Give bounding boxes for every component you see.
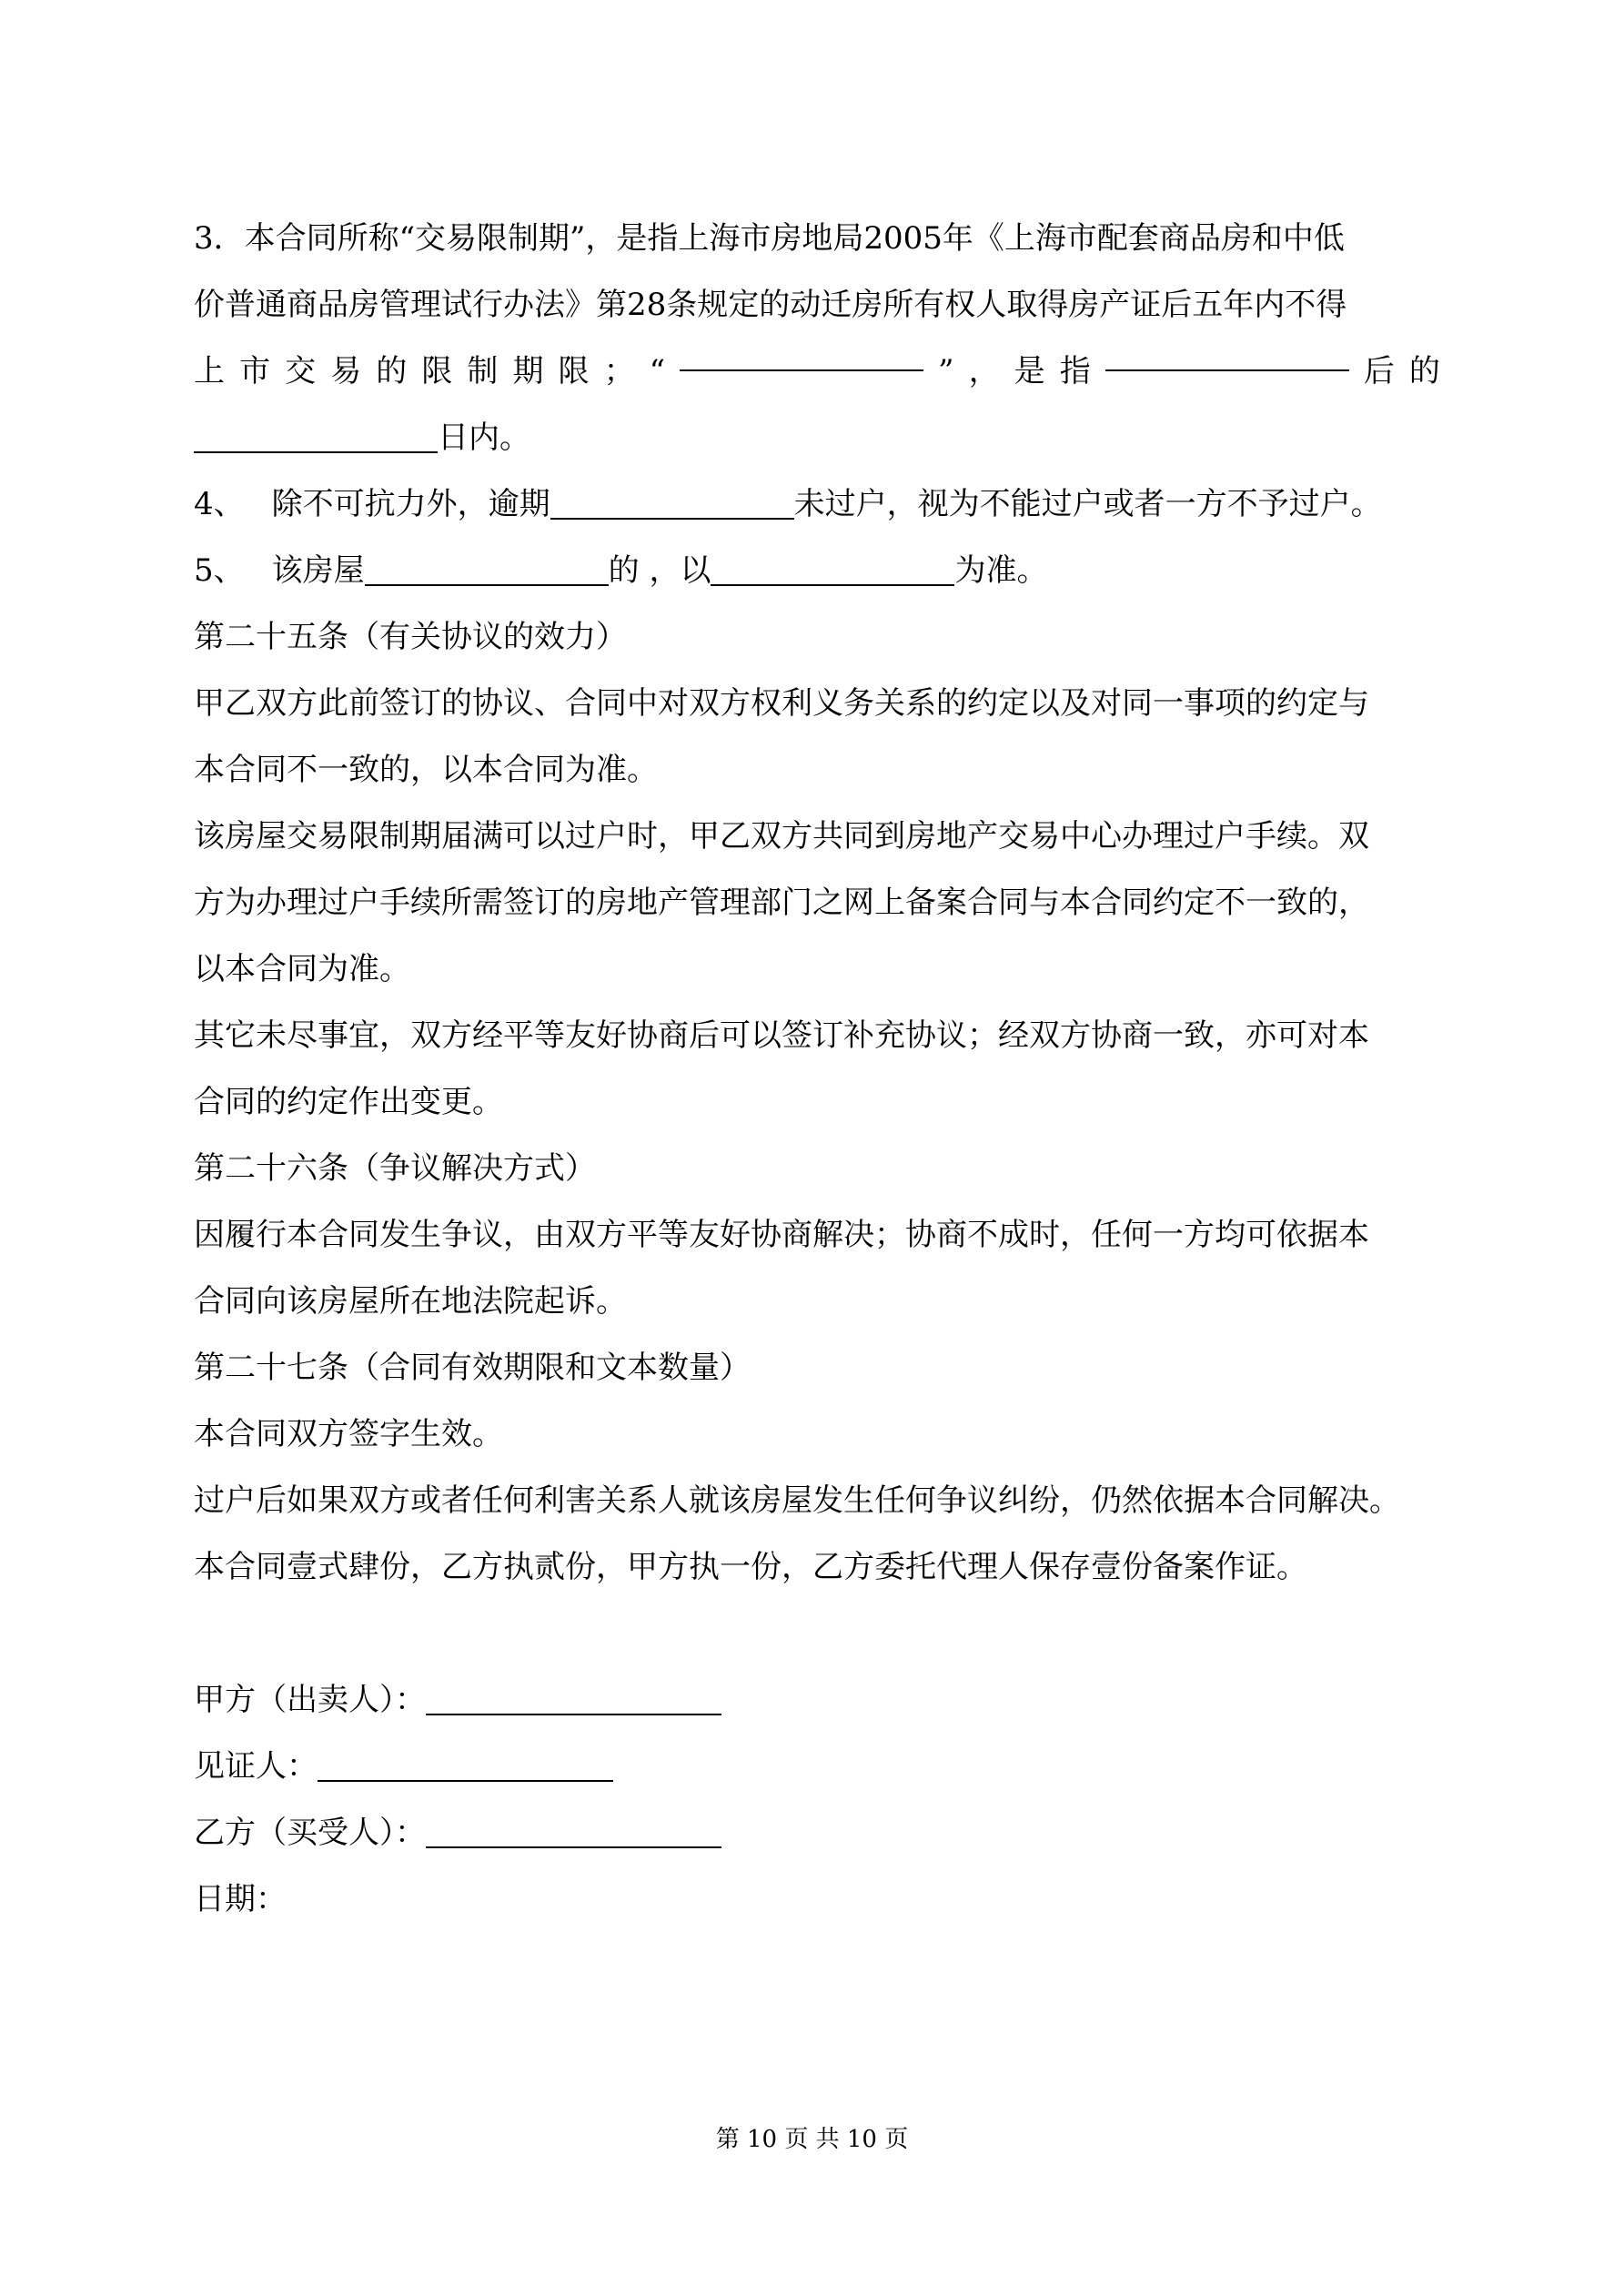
party-a-signature-field[interactable] <box>426 1683 721 1715</box>
clause-3-line-2: 价普通商品房管理试行办法》第28条规定的动迁房所有权人取得房产证后五年内不得 <box>194 287 1347 323</box>
article-27-p1: 本合同双方签字生效。 <box>194 1416 503 1452</box>
clause-3-line-4 <box>194 405 1440 471</box>
clause-3-tail: 日内。 <box>438 420 530 456</box>
article-25-p1-line-1: 甲乙双方此前签订的协议、合同中对双方权利义务关系的约定以及对同一事项的约定与 <box>194 685 1369 722</box>
witness-label: 见证人： <box>194 1748 318 1785</box>
char: 是 <box>1014 353 1045 389</box>
char: 交 <box>285 353 317 389</box>
spacer <box>194 1601 1440 1667</box>
char: 市 <box>239 353 271 389</box>
date-label: 日期： <box>194 1881 287 1917</box>
fill-blank-standard[interactable] <box>711 553 954 586</box>
clause-4-number: 4、 <box>194 486 245 522</box>
article-25-p2-line-3: 以本合同为准。 <box>194 951 410 987</box>
char: ” <box>938 353 954 389</box>
party-a-label: 甲方（出卖人）： <box>194 1682 426 1718</box>
char: 制 <box>467 353 499 389</box>
signature-witness <box>194 1734 1440 1800</box>
signature-party-b <box>194 1800 1440 1866</box>
article-27-p2: 过户后如果双方或者任何利害关系人就该房屋发生任何争议纠纷，仍然依据本合同解决。 <box>194 1482 1400 1519</box>
clause-5-text-b: 的 ，以 <box>608 552 711 589</box>
char: 后 <box>1363 353 1395 389</box>
clause-5 <box>194 538 1440 604</box>
char: ； <box>603 353 635 389</box>
signature-date <box>194 1866 1440 1933</box>
document-body <box>194 206 1440 1933</box>
article-25-p2-line-1: 该房屋交易限制期届满可以过户时，甲乙双方共同到房地产交易中心办理过户手续。双 <box>194 818 1369 855</box>
clause-5-text-a: 该房屋 <box>271 552 365 589</box>
char: 的 <box>1408 353 1440 389</box>
char: 指 <box>1059 353 1091 389</box>
char: 易 <box>330 353 362 389</box>
article-25-p1-line-2: 本合同不一致的，以本合同为准。 <box>194 752 658 788</box>
article-27-heading: 第二十七条（合同有效期限和文本数量） <box>194 1350 751 1386</box>
clause-5-number: 5、 <box>194 552 245 589</box>
clause-4 <box>194 471 1440 538</box>
clause-3-line-1: 3．本合同所称“交易限制期”，是指上海市房地局2005年《上海市配套商品房和中低 <box>194 220 1345 257</box>
article-27-p3: 本合同壹式肆份，乙方执贰份，甲方执一份，乙方委托代理人保存壹份备案作证。 <box>194 1549 1307 1585</box>
fill-blank-property[interactable] <box>365 553 609 586</box>
clause-4-text-a: 除不可抗力外，逾期 <box>271 486 550 522</box>
fill-blank-reference[interactable] <box>1105 339 1349 371</box>
article-25-p3-line-2: 合同的约定作出变更。 <box>194 1084 503 1120</box>
article-25-p2-line-2: 方为办理过户手续所需签订的房地产管理部门之网上备案合同与本合同约定不一致的， <box>194 885 1369 921</box>
char: 限 <box>558 353 590 389</box>
signature-party-a <box>194 1667 1440 1734</box>
char: “ <box>649 353 666 389</box>
article-26-p1-line-2: 合同向该房屋所在地法院起诉。 <box>194 1283 627 1320</box>
fill-blank-term[interactable] <box>680 339 923 371</box>
clause-5-text-c: 为准。 <box>954 552 1048 589</box>
char: 限 <box>421 353 453 389</box>
clause-3-line-3 <box>194 339 1440 405</box>
clause-4-text-b: 未过户，视为不能过户或者一方不予过户。 <box>793 486 1382 522</box>
article-26-heading: 第二十六条（争议解决方式） <box>194 1150 596 1187</box>
char: 的 <box>376 353 408 389</box>
char: 期 <box>512 353 544 389</box>
party-b-label: 乙方（买受人）： <box>194 1815 426 1851</box>
party-b-signature-field[interactable] <box>426 1816 721 1848</box>
char: ， <box>968 353 1000 389</box>
article-25-heading: 第二十五条（有关协议的效力） <box>194 619 627 655</box>
article-25-p3-line-1: 其它未尽事宜，双方经平等友好协商后可以签订补充协议；经双方协商一致，亦可对本 <box>194 1017 1369 1054</box>
fill-blank-overdue[interactable] <box>550 487 794 520</box>
char: 上 <box>194 353 225 389</box>
witness-signature-field[interactable] <box>318 1749 613 1782</box>
article-26-p1-line-1: 因履行本合同发生争议，由双方平等友好协商解决；协商不成时，任何一方均可依据本 <box>194 1217 1369 1253</box>
fill-blank-days[interactable] <box>194 420 438 453</box>
page-footer: 第 10 页 共 10 页 <box>715 2126 909 2153</box>
